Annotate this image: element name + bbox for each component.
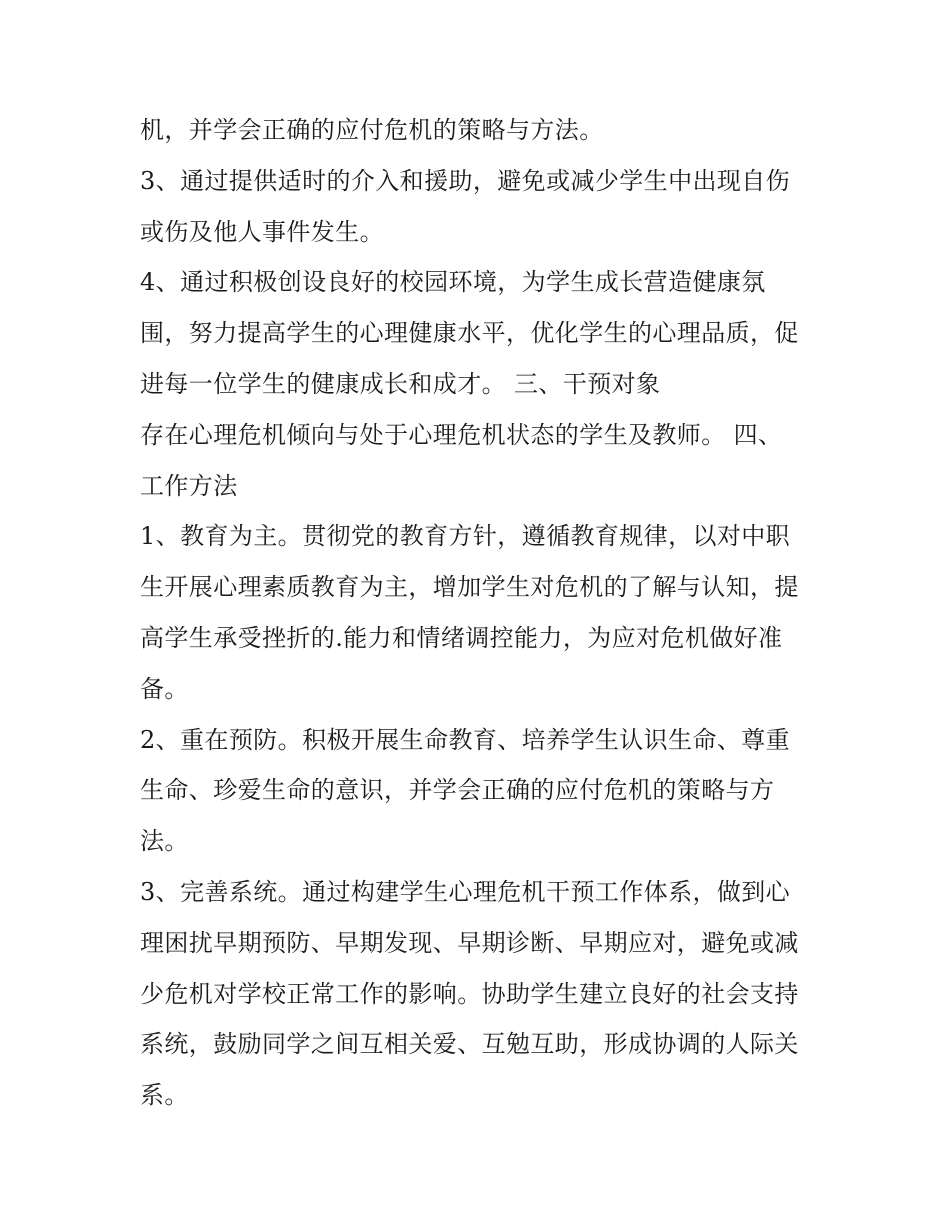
text-line: 理困扰早期预防、早期发现、早期诊断、早期应对，避免或减 [140, 928, 799, 957]
text-line: 3、通过提供适时的介入和援助，避免或减少学生中出现自伤 [140, 166, 791, 195]
text-line: 进每一位学生的健康成长和成才。 三、干预对象 [140, 369, 661, 398]
text-line: 存在心理危机倾向与处于心理危机状态的学生及教师。 四、 [140, 420, 783, 449]
text-line: 4、通过积极创设良好的校园环境，为学生成长营造健康氛 [140, 268, 766, 297]
text-line: 法。 [140, 827, 189, 856]
text-line: 或伤及他人事件发生。 [140, 217, 384, 246]
text-line: 生命、珍爱生命的意识，并学会正确的应付危机的策略与方 [140, 776, 775, 805]
text-line: 少危机对学校正常工作的影响。协助学生建立良好的社会支持 [140, 979, 799, 1008]
text-line: 机，并学会正确的应付危机的策略与方法。 [140, 116, 604, 144]
text-line: 2、重在预防。积极开展生命教育、培养学生认识生命、尊重 [140, 725, 791, 754]
text-line: 系统，鼓励同学之间互相关爱、互勉互助，形成协调的人际关 [140, 1030, 799, 1059]
text-line: 围，努力提高学生的心理健康水平，优化学生的心理品质，促 [140, 319, 799, 348]
text-line: 1、教育为主。贯彻党的教育方针，遵循教育规律，以对中职 [140, 522, 791, 551]
text-line: 高学生承受挫折的.能力和情绪调控能力，为应对危机做好准 [140, 623, 783, 652]
text-line: 3、完善系统。通过构建学生心理危机干预工作体系，做到心 [140, 877, 791, 906]
text-line: 生开展心理素质教育为主，增加学生对危机的了解与认知，提 [140, 573, 799, 602]
document-body [140, 105, 830, 1121]
text-line: 系。 [140, 1081, 189, 1110]
text-line: 工作方法 [140, 471, 238, 500]
text-line: 备。 [140, 674, 189, 703]
